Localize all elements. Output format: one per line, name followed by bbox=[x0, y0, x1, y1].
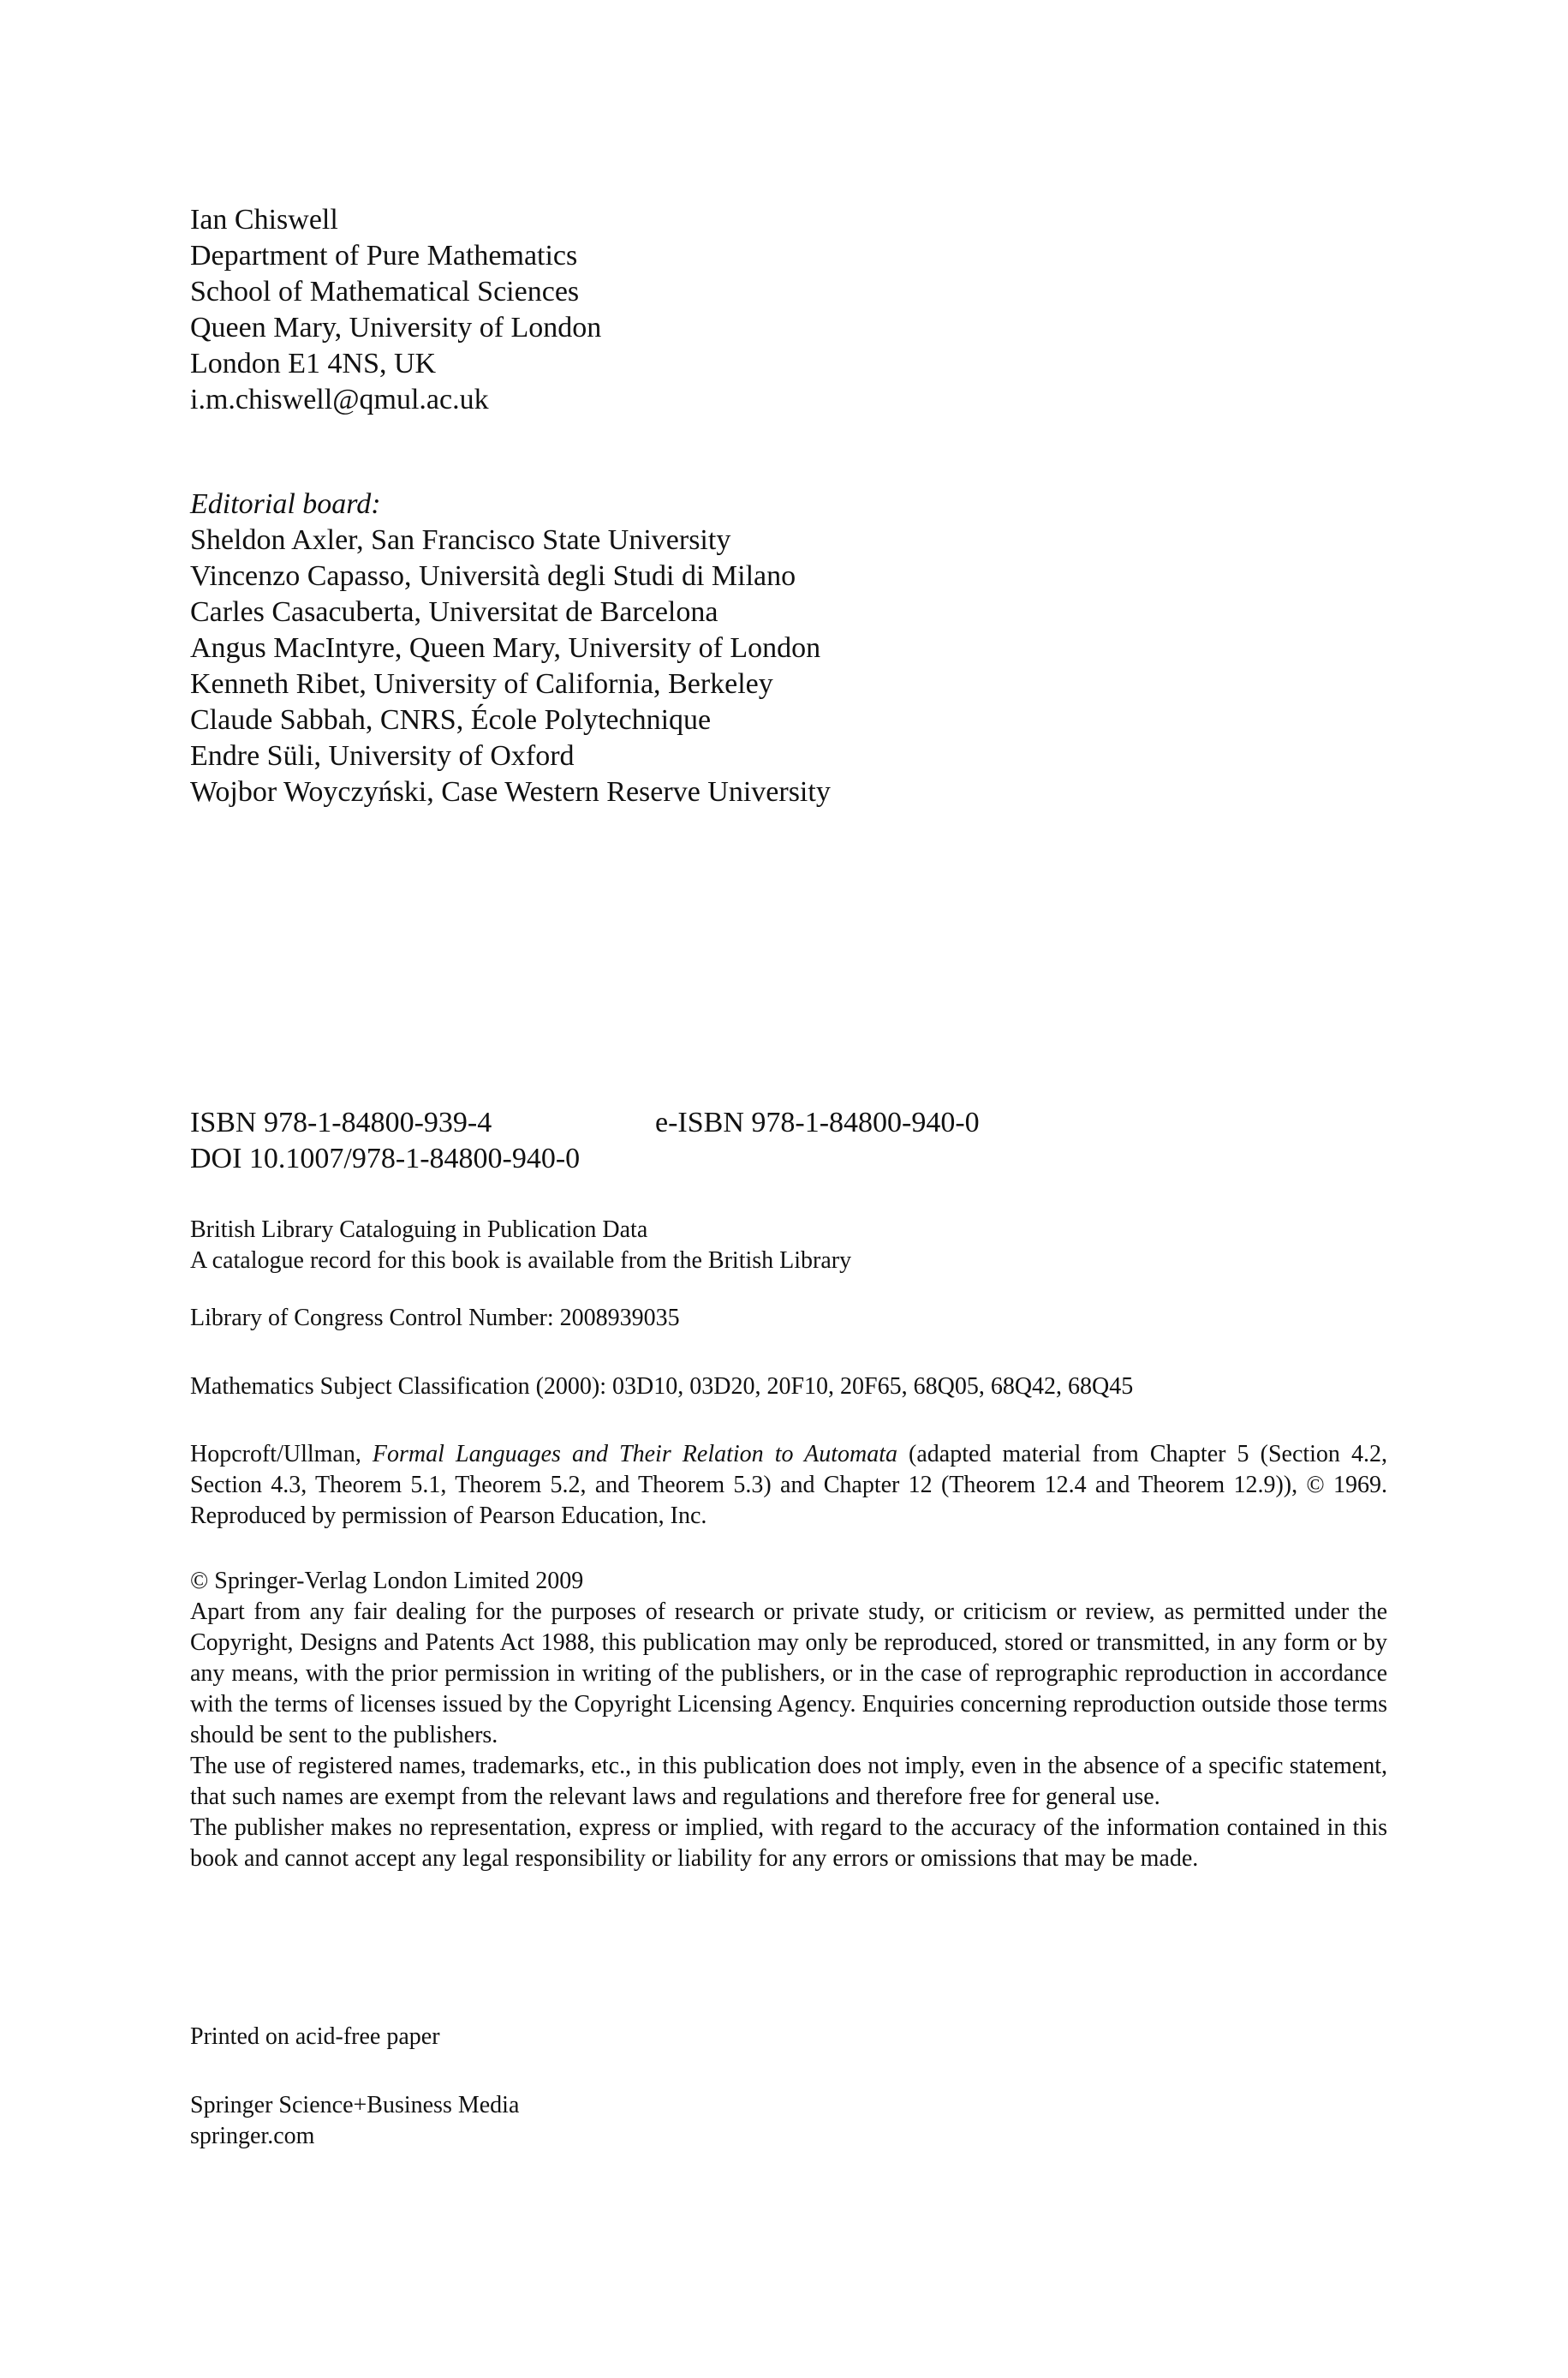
loc-control-number bbox=[190, 1303, 680, 1334]
editorial-member: Endre Süli, University of Oxford bbox=[190, 740, 575, 772]
author-block bbox=[190, 202, 601, 418]
permission-title: Formal Languages and Their Relation to Automata bbox=[372, 1441, 897, 1467]
author-email[interactable]: i.m.chiswell@qmul.ac.uk bbox=[190, 384, 489, 415]
editorial-member: Claude Sabbah, CNRS, École Polytechnique bbox=[190, 704, 712, 736]
permission-notice bbox=[190, 1439, 1387, 1532]
permission-details: (adapted material from Chapter 5 (Section 4.2, Section 4.3, Theorem 5.1, Theorem 5.2, and Theorem 5.3) and Chapter 12 (Theorem 12.4 and Theorem 12.9)), bbox=[190, 1441, 1388, 1498]
cataloguing-line-1: British Library Cataloguing in Publication Data bbox=[190, 1216, 648, 1243]
editorial-member: Kenneth Ribet, University of California, Berkeley bbox=[190, 668, 773, 700]
editorial-member: Vincenzo Capasso, Università degli Studi di Milano bbox=[190, 560, 796, 592]
copyright-holder: Springer-Verlag London Limited 2009 bbox=[208, 1568, 584, 1594]
copyright-paragraph-3: The publisher makes no representation, express or implied, with regard to the accuracy of the information contained in this book and cannot accept any legal responsibility or liability for any errors or omissions that may be made. bbox=[190, 1814, 1387, 1872]
doi: DOI 10.1007/978-1-84800-940-0 bbox=[190, 1143, 581, 1174]
editorial-heading: Editorial board: bbox=[190, 488, 381, 520]
cataloguing-data bbox=[190, 1215, 851, 1276]
editorial-member: Wojbor Woyczyński, Case Western Reserve University bbox=[190, 776, 831, 808]
publisher-name: Springer Science+Business Media bbox=[190, 2092, 520, 2118]
author-school: School of Mathematical Sciences bbox=[190, 276, 580, 308]
copyright-paragraph-1: Apart from any fair dealing for the purposes of research or private study, or criticism or review, as permitted under the Copyright, Designs and Patents Act 1988, this publication may only be reproduced, stored or transmitted, in any form or by any means, with the prior permission in writing of the publishers, or in the case of reprographic reproduction in accordance with the terms of licenses issued by the Copyright Licensing Agency. Enquiries concerning reproduction outside those terms should be sent to the publishers. bbox=[190, 1598, 1387, 1748]
author-address: London E1 4NS, UK bbox=[190, 348, 437, 379]
loc-text: Library of Congress Control Number: 2008939035 bbox=[190, 1305, 680, 1331]
editorial-board bbox=[190, 487, 831, 810]
printed-text: Printed on acid-free paper bbox=[190, 2023, 440, 2050]
editorial-member: Angus MacIntyre, Queen Mary, University of London bbox=[190, 632, 821, 664]
isbn: ISBN 978-1-84800-939-4 bbox=[190, 1107, 492, 1138]
author-department: Department of Pure Mathematics bbox=[190, 240, 578, 272]
publisher-block bbox=[190, 2090, 519, 2152]
copyright-paragraph-2: The use of registered names, trademarks, etc., in this publication does not imply, even in the absence of a specific statement, that such names are exempt from the relevant laws and regulations and therefore free for general use. bbox=[190, 1753, 1387, 1810]
copyright-symbol: © bbox=[1306, 1472, 1325, 1498]
identifiers bbox=[190, 1105, 980, 1177]
publisher-website[interactable]: springer.com bbox=[190, 2123, 315, 2149]
msc-text: Mathematics Subject Classification (2000): 03D10, 03D20, 20F10, 20F65, 68Q05, 68Q42, 68Q45 bbox=[190, 1373, 1134, 1400]
editorial-member: Sheldon Axler, San Francisco State University bbox=[190, 524, 731, 556]
copyright-symbol: © bbox=[190, 1568, 209, 1594]
copyright-block bbox=[190, 1566, 1387, 1874]
author-name: Ian Chiswell bbox=[190, 204, 338, 236]
editorial-member: Carles Casacuberta, Universitat de Barcelona bbox=[190, 596, 718, 628]
permission-authors: Hopcroft/Ullman, bbox=[190, 1441, 373, 1467]
author-university: Queen Mary, University of London bbox=[190, 312, 602, 344]
subject-classification bbox=[190, 1371, 1133, 1402]
cataloguing-line-2: A catalogue record for this book is available from the British Library bbox=[190, 1247, 852, 1274]
permission-tail: 1969. Reproduced by permission of Pearson Education, Inc. bbox=[190, 1472, 1387, 1529]
eisbn: e-ISBN 978-1-84800-940-0 bbox=[655, 1107, 980, 1138]
printed-note bbox=[190, 2022, 440, 2052]
